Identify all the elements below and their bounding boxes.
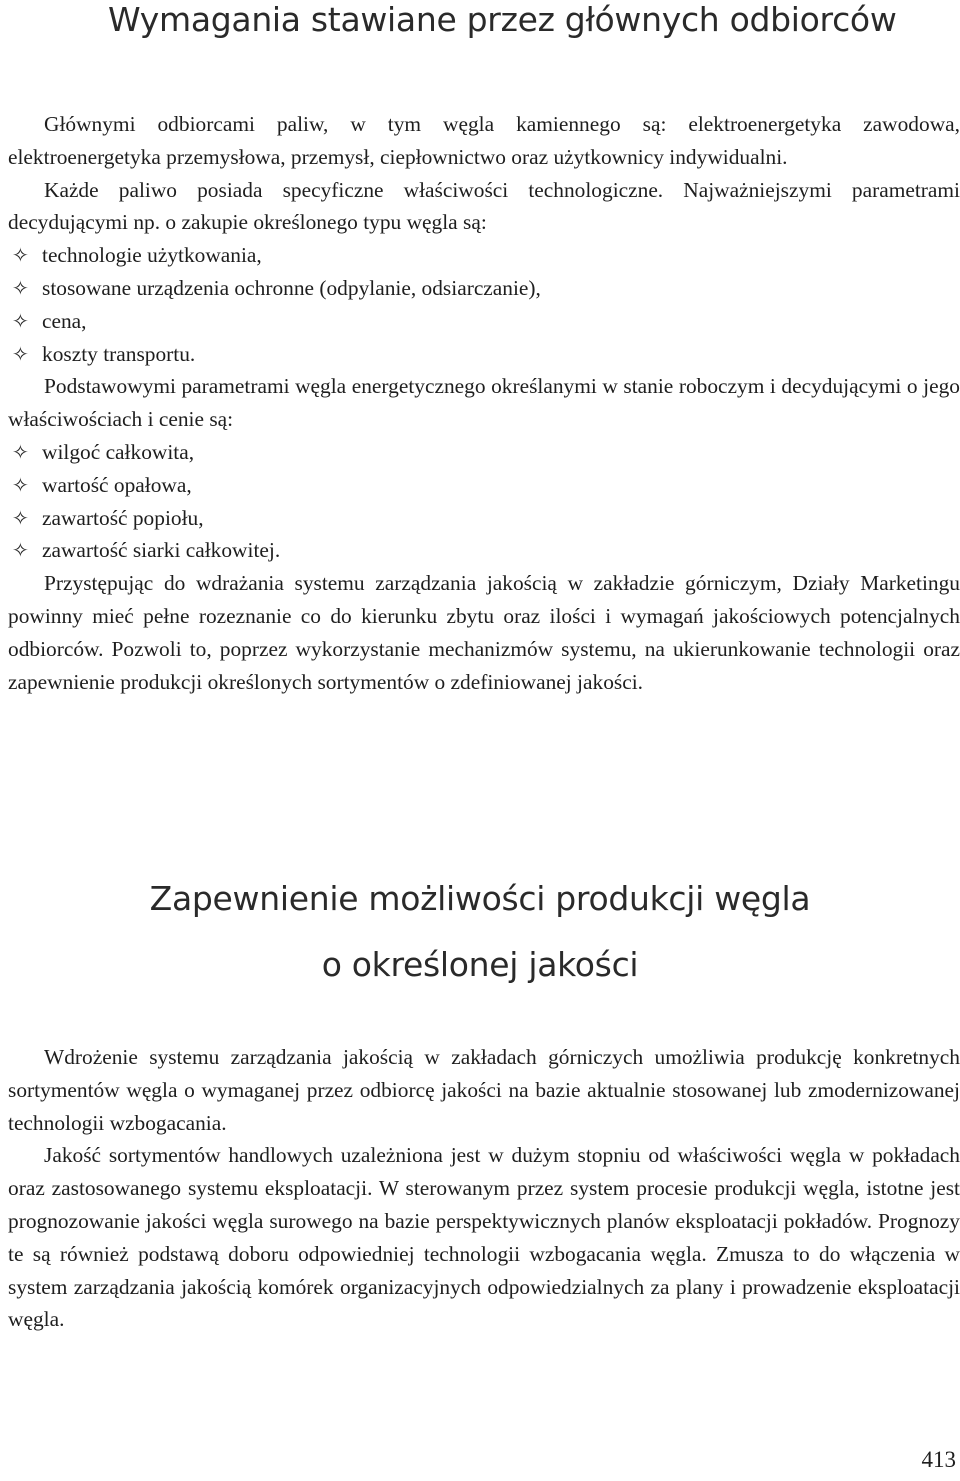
list-item-text: cena, — [42, 308, 87, 333]
paragraph: Jakość sortymentów handlowych uzależniona jest w dużym stopniu od właściwości węgla w pokładach oraz zastosowanego systemu eksploatacji. W sterowanym przez system procesie produkcji węgla, istotne jest prognozowanie jakości węgla surowego na bazie perspektywicznych planów eksploatacji pokładów. Prognozy te są również podstawą doboru odpowiedniej technologii wzbogacania węgla. Zmusza to do włączenia w system zarządzania jakością komórek organizacyjnych odpowiedzialnych za plany i prowadzenie eksploatacji węgla. — [8, 1143, 960, 1332]
section-body — [8, 1041, 960, 1336]
page-number: 413 — [921, 1447, 956, 1472]
list-item-text: zawartość popiołu, — [42, 505, 204, 530]
bullet-star-icon: ✧ — [12, 538, 29, 563]
paragraph: Wdrożenie systemu zarządzania jakością w zakładach górniczych umożliwia produkcję konkretnych sortymentów węgla o wymaganej przez odbiorcę jakości na bazie aktualnie stosowanej lub zmodernizowanej technologii wzbogacania. — [8, 1045, 960, 1135]
list-item-text: wartość opałowa, — [42, 472, 192, 497]
bullet-list — [8, 239, 960, 370]
list-item — [8, 502, 960, 535]
bullet-list — [8, 436, 960, 567]
bullet-star-icon: ✧ — [12, 505, 29, 530]
section-title-line: Zapewnienie możliwości produkcji węgla — [149, 879, 811, 918]
paragraph: Podstawowymi parametrami węgla energetycznego określanymi w stanie roboczym i decydującymi o jego właściwościach i cenie są: — [8, 374, 960, 432]
section-body — [8, 108, 960, 698]
paragraph: Głównymi odbiorcami paliw, w tym węgla kamiennego są: elektroenergetyka zawodowa, elektroenergetyka przemysłowa, przemysł, ciepłownictwo oraz użytkownicy indywidualni. — [8, 112, 960, 169]
list-item — [8, 239, 960, 272]
list-item — [8, 272, 960, 305]
list-item — [8, 305, 960, 338]
list-item-text: stosowane urządzenia ochronne (odpylanie, odsiarczanie), — [42, 275, 541, 300]
list-item-text: technologie użytkowania, — [42, 243, 262, 268]
bullet-star-icon: ✧ — [12, 341, 29, 366]
list-item — [8, 469, 960, 502]
bullet-star-icon: ✧ — [12, 472, 29, 497]
bullet-star-icon: ✧ — [12, 243, 29, 268]
bullet-star-icon: ✧ — [12, 275, 29, 300]
bullet-star-icon: ✧ — [12, 308, 29, 333]
paragraph: Przystępując do wdrażania systemu zarządzania jakością w zakładzie górniczym, Działy Marketingu powinny mieć pełne rozeznanie co do kierunku zbytu oraz ilości i wymagań jakościowych potencjalnych odbiorców. Pozwoli to, poprzez wykorzystanie mechanizmów systemu, na ukierunkowanie technologii oraz zapewnienie produkcji określonych sortymentów o zdefiniowanej jakości. — [8, 571, 960, 694]
section-title-line: o określonej jakości — [321, 945, 639, 984]
section-title — [0, 866, 960, 998]
list-item — [8, 534, 960, 567]
section-title: Wymagania stawiane przez głównych odbiorców — [108, 0, 897, 39]
bullet-star-icon: ✧ — [12, 439, 29, 464]
paragraph: Każde paliwo posiada specyficzne właściwości technologiczne. Najważniejszymi parametrami decydującymi np. o zakupie określonego typu węgla są: — [8, 177, 960, 235]
list-item — [8, 436, 960, 469]
list-item-text: koszty transportu. — [42, 341, 196, 366]
list-item — [8, 338, 960, 371]
list-item-text: zawartość siarki całkowitej. — [42, 538, 281, 563]
list-item-text: wilgoć całkowita, — [42, 439, 195, 464]
